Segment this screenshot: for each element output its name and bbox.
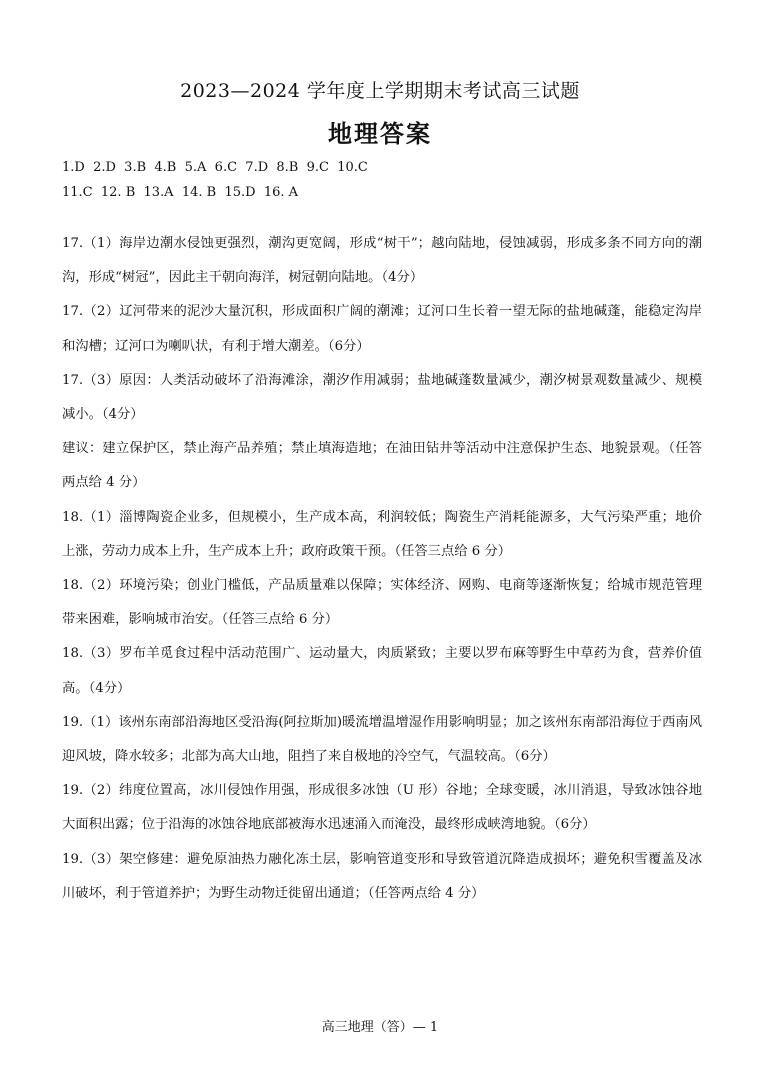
answer-17-2: 17.（2）辽河带来的泥沙大量沉积，形成面积广阔的潮滩；辽河口生长着一望无际的盐地碱蓬，能稳定沟岸和沟槽；辽河口为喇叭状，有利于增大潮差。（6分） [62,304,702,354]
answer-18-1: 18.（1）淄博陶瓷企业多，但规模小，生产成本高，利润较低；陶瓷生产消耗能源多，大气污染严重；地价上涨，劳动力成本上升，生产成本上升；政府政策干预。（任答三点给 6 分） [62,509,702,559]
page-footer: 高三地理（答）— 1 [321,1020,439,1035]
answer-17-3-suggestion: 建议：建立保护区，禁止海产品养殖；禁止填海造地；在油田钻井等活动中注意保护生态、地貌景观。（任答两点给 4 分） [62,441,702,491]
answer-body [62,227,702,911]
answers-line-1: 1.D 2.D 3.B 4.B 5.A 6.C 7.D 8.B 9.C 10.C [62,160,368,175]
multiple-choice-answers [62,155,368,205]
answer-18-3: 18.（3）罗布羊觅食过程中活动范围广、运动量大，肉质紧致；主要以罗布麻等野生中草药为食，营养价值高。（4分） [62,646,702,696]
answers-line-2: 11.C 12. B 13.A 14. B 15.D 16. A [62,185,299,200]
page-title: 2023—2024 学年度上学期期末考试高三试题 [180,80,580,102]
answer-17-3: 17.（3）原因：人类活动破坏了沿海滩涂，潮汐作用减弱；盐地碱蓬数量减少，潮汐树景观数量减少、规模减小。（4分） [62,372,702,423]
answer-19-3: 19.（3）架空修建：避免原油热力融化冻土层，影响管道变形和导致管道沉降造成损坏；避免积雪覆盖及冰川破坏，利于管道养护；为野生动物迁徙留出通道；（任答两点给 4 分） [62,851,702,901]
answer-17-1: 17.（1）海岸边潮水侵蚀更强烈，潮沟更宽阔，形成“树干”；越向陆地，侵蚀减弱，形成多条不同方向的潮沟，形成“树冠”，因此主干朝向海洋，树冠朝向陆地。（4分） [62,236,702,286]
answer-19-2: 19.（2）纬度位置高，冰川侵蚀作用强，形成很多冰蚀（U 形）谷地；全球变暖，冰川消退，导致冰蚀谷地大面积出露；位于沿海的冰蚀谷地底部被海水迅速涌入而淹没，最终形成峡湾地貌。（6分） [62,783,702,833]
answer-18-2: 18.（2）环境污染；创业门槛低，产品质量难以保障；实体经济、网购、电商等逐渐恢复；给城市规范管理带来困难，影响城市治安。（任答三点给 6 分） [62,578,702,628]
page-subtitle: 地理答案 [328,119,432,148]
answer-19-1: 19.（1）该州东南部沿海地区受沿海(阿拉斯加)暖流增温增湿作用影响明显；加之该州东南部沿海位于西南风迎风坡，降水较多；北部为高大山地，阻挡了来自极地的冷空气，气温较高。（6分） [62,714,702,765]
